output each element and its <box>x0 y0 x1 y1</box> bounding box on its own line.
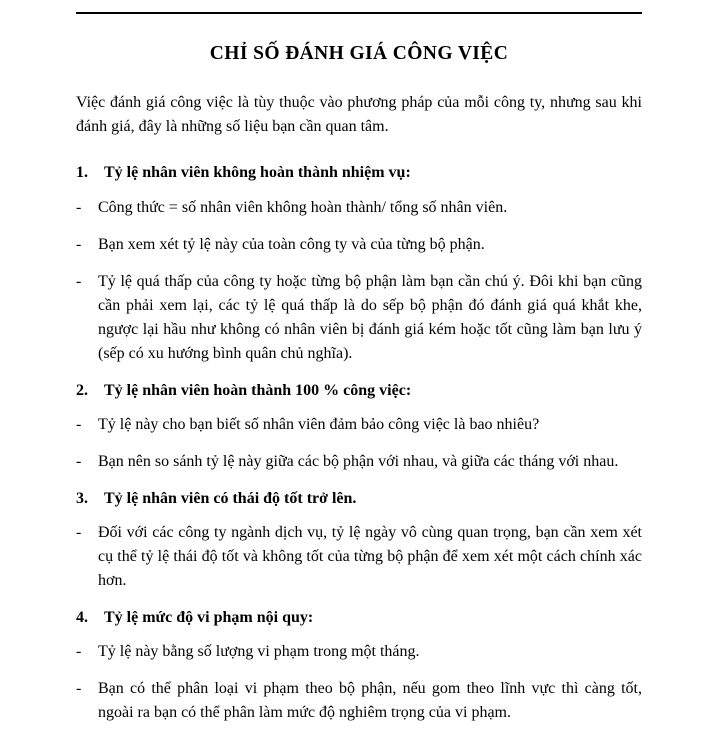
section-heading <box>76 379 642 402</box>
bullet-text: Bạn nên so sánh tỷ lệ này giữa các bộ phận với nhau, và giữa các tháng với nhau. <box>98 452 619 470</box>
numbered-list <box>76 161 642 725</box>
bullet-marker: - <box>76 198 82 216</box>
document-content <box>76 28 642 738</box>
list-item <box>76 640 642 664</box>
intro-paragraph: Việc đánh giá công việc là tùy thuộc vào phương pháp của mỗi công ty, nhưng sau khi đánh giá, đây là những số liệu bạn cần quan tâm. <box>76 94 642 136</box>
bullet-marker: - <box>76 643 82 661</box>
list-item <box>76 450 642 474</box>
bullet-text: Công thức = số nhân viên không hoàn thành/ tổng số nhân viên. <box>98 198 508 216</box>
section-heading <box>76 487 642 510</box>
list-item <box>76 161 642 365</box>
list-item <box>76 379 642 474</box>
list-item <box>76 606 642 725</box>
list-item <box>76 270 642 366</box>
bullet-list <box>76 521 642 593</box>
bullet-text: Tỷ lệ này cho bạn biết số nhân viên đảm bảo công việc là bao nhiêu? <box>98 415 540 433</box>
bullet-marker: - <box>76 680 82 698</box>
bullet-marker: - <box>76 272 82 290</box>
section-heading-text: Tỷ lệ nhân viên không hoàn thành nhiệm vụ: <box>104 164 411 182</box>
header-divider <box>76 12 642 14</box>
list-marker: 4. <box>76 608 88 626</box>
bullet-text: Bạn có thể phân loại vi phạm theo bộ phận, nếu gom theo lĩnh vực thì càng tốt, ngoài ra bạn có thể phân làm mức độ nghiêm trọng của vi phạm. <box>98 680 642 722</box>
list-item <box>76 677 642 725</box>
list-marker: 2. <box>76 381 88 399</box>
section-heading <box>76 161 642 184</box>
bullet-list <box>76 196 642 366</box>
bullet-list <box>76 640 642 725</box>
list-marker: 1. <box>76 164 88 182</box>
list-item <box>76 413 642 437</box>
list-marker: 3. <box>76 489 88 507</box>
section-heading-text: Tỷ lệ mức độ vi phạm nội quy: <box>104 608 314 626</box>
bullet-text: Tỷ lệ quá thấp của công ty hoặc từng bộ phận làm bạn cần chú ý. Đôi khi bạn cũng cần phải xem lại, các tỷ lệ quá thấp là do sếp bộ phận đó đánh giá quá khắt khe, ngược lại hầu như không có nhân viên bị đánh giá kém hoặc tốt cũng làm bạn lưu ý (sếp có xu hướng bình quân chủ nghĩa). <box>98 272 642 362</box>
section-heading-text: Tỷ lệ nhân viên có thái độ tốt trở lên. <box>104 489 357 507</box>
section-heading-text: Tỷ lệ nhân viên hoàn thành 100 % công việc: <box>104 381 412 399</box>
page-title: CHỈ SỐ ĐÁNH GIÁ CÔNG VIỆC <box>209 43 509 64</box>
bullet-marker: - <box>76 452 82 470</box>
bullet-text: Đối với các công ty ngành dịch vụ, tỷ lệ ngày vô cùng quan trọng, bạn cần xem xét cụ thể tỷ lệ thái độ tốt và không tốt của từng bộ phận để xem xét một cách chính xác hơn. <box>98 523 642 589</box>
bullet-marker: - <box>76 235 82 253</box>
section-heading <box>76 606 642 629</box>
list-item <box>76 521 642 593</box>
bullet-marker: - <box>76 523 82 541</box>
list-item <box>76 233 642 257</box>
bullet-text: Bạn xem xét tỷ lệ này của toàn công ty và của từng bộ phận. <box>98 235 485 253</box>
list-item <box>76 487 642 593</box>
list-item <box>76 196 642 220</box>
bullet-list <box>76 413 642 474</box>
bullet-marker: - <box>76 415 82 433</box>
bullet-text: Tỷ lệ này bằng số lượng vi phạm trong một tháng. <box>98 643 420 661</box>
